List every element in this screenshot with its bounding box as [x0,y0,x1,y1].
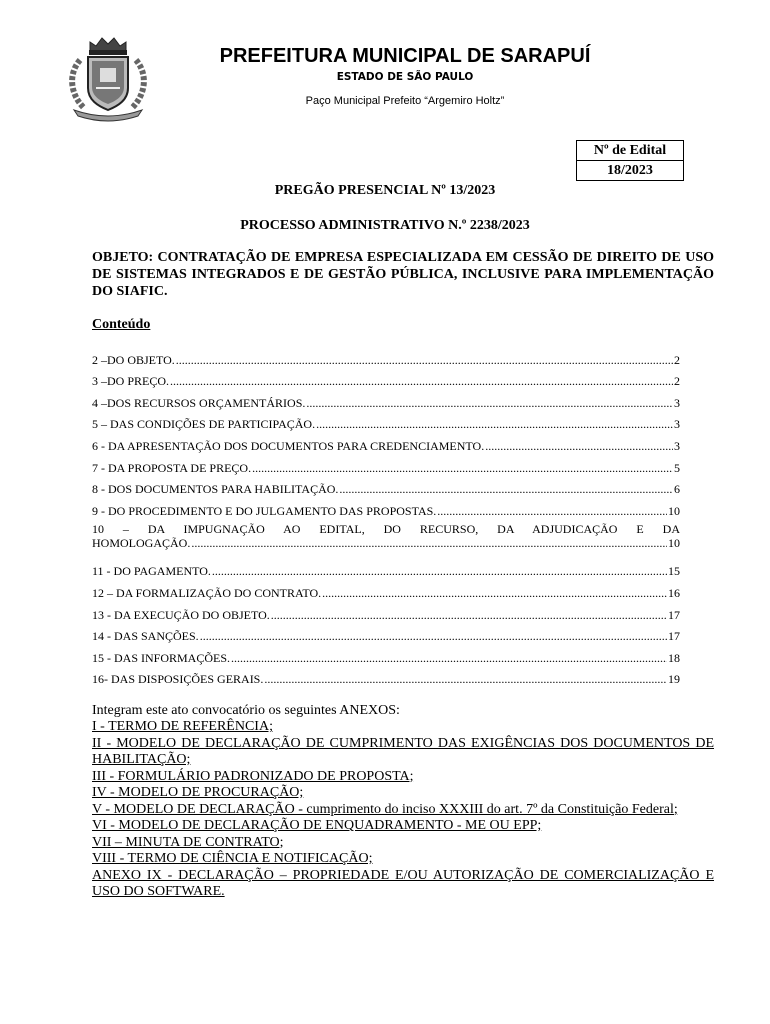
toc-entry[interactable] [92,388,680,410]
toc-entry[interactable] [92,496,680,518]
municipal-palace-name: Paço Municipal Prefeito “Argemiro Holtz” [305,95,505,107]
toc-entry-title: 12 – DA FORMALIZAÇÃO DO CONTRATO. [92,585,322,600]
annex-item[interactable]: VI - MODELO DE DECLARAÇÃO DE ENQUADRAMENTO - ME OU EPP; [92,818,542,833]
toc-entry-page: 17 [668,607,680,622]
toc-entry-title: 2 –DO OBJETO. [92,352,175,367]
processo-heading: PROCESSO ADMINISTRATIVO N.º 2238/2023 [240,218,530,233]
toc-entry[interactable] [92,367,680,389]
annex-item[interactable]: IV - MODELO DE PROCURAÇÃO; [92,785,304,800]
toc-entry-title: 15 - DAS INFORMAÇÕES. [92,650,231,665]
toc-entry-title: 13 - DA EXECUÇÃO DO OBJETO. [92,607,270,622]
annex-item[interactable]: ANEXO IX - DECLARAÇÃO – PROPRIEDADE E/OU AUTORIZAÇÃO DE COMERCIALIZAÇÃO E USO DO SOFTWARE. [92,867,714,899]
toc-entry-page: 16 [668,585,680,600]
annex-item[interactable]: I - TERMO DE REFERÊNCIA; [92,719,273,734]
toc-entry-title: 5 – DAS CONDIÇÕES DE PARTICIPAÇÃO. [92,417,316,432]
toc-entry[interactable] [92,557,680,579]
toc-entry-title: 7 - DA PROPOSTA DE PREÇO. [92,460,252,475]
toc-entry-page: 19 [668,672,680,687]
edital-label: Nº de Edital [577,141,683,161]
toc-entry-title: 8 - DOS DOCUMENTOS PARA HABILITAÇÃO. [92,482,339,497]
edital-number: 18/2023 [607,163,653,178]
objeto-paragraph: OBJETO: CONTRATAÇÃO DE EMPRESA ESPECIALIZADA EM CESSÃO DE DIREITO DE USO DE SISTEMAS INTEGRADOS E DE GESTÃO PÚBLICA, INCLUSIVE PARA IMPLEMENTAÇÃO DO SIAFIC. [92,250,714,299]
municipality-title: PREFEITURA MUNICIPAL DE SARAPUÍ [219,45,591,67]
annex-item[interactable]: V - MODELO DE DECLARAÇÃO - cumprimento do inciso XXXIII do art. 7º da Constituição Federal; [92,801,678,817]
toc-entry-page: 3 [674,438,680,453]
annex-item[interactable]: II - MODELO DE DECLARAÇÃO DE CUMPRIMENTO DAS EXIGÊNCIAS DOS DOCUMENTOS DE HABILITAÇÃO; [92,735,714,767]
toc-entry[interactable] [92,410,680,432]
toc-entry[interactable] [92,453,680,475]
annex-item[interactable]: VII – MINUTA DE CONTRATO; [92,834,284,850]
contents-heading: Conteúdo [92,317,151,332]
toc-entry-title: 11 - DO PAGAMENTO. [92,564,211,579]
toc-entry[interactable] [92,475,680,497]
toc-entry-page: 18 [668,650,680,665]
toc-entry-page: 6 [674,482,680,497]
toc-entry-page: 2 [674,374,680,389]
toc-entry-title: HOMOLOGAÇÃO. [92,535,191,550]
toc-entry-page: 15 [668,564,680,579]
pregao-heading: PREGÃO PRESENCIAL Nº 13/2023 [274,183,496,198]
annexes-intro: Integram este ato convocatório os seguintes ANEXOS: [92,703,400,718]
toc-entry-page: 3 [674,395,680,410]
annex-list [92,719,714,901]
toc-entry[interactable] [92,665,680,687]
toc-entry[interactable] [92,345,680,367]
table-of-contents [92,345,680,686]
toc-entry-page: 2 [674,352,680,367]
toc-entry-page: 10 [668,503,680,518]
toc-entry-page: 3 [674,417,680,432]
municipal-crest-icon [62,30,154,122]
toc-entry-title: 4 –DOS RECURSOS ORÇAMENTÁRIOS. [92,395,306,410]
toc-entry[interactable] [92,600,680,622]
state-name: ESTADO DE SÃO PAULO [336,71,474,83]
toc-entry[interactable] [92,622,680,644]
toc-entry[interactable] [92,578,680,600]
annex-item[interactable]: III - FORMULÁRIO PADRONIZADO DE PROPOSTA; [92,768,414,784]
toc-entry[interactable] [92,518,680,557]
toc-entry-page: 5 [674,460,680,475]
toc-entry-title: 6 - DA APRESENTAÇÃO DOS DOCUMENTOS PARA CREDENCIAMENTO. [92,438,485,453]
toc-entry-title: 3 –DO PREÇO. [92,374,170,389]
toc-entry[interactable] [92,431,680,453]
toc-entry-page: 10 [668,535,680,550]
toc-entry-title-line1: 10 – DA IMPUGNAÇÃO AO EDITAL, DO RECURSO, DA ADJUDICAÇÃO E DA [92,521,680,536]
edital-number-box [576,140,684,181]
toc-entry-title: 16- DAS DISPOSIÇÕES GERAIS. [92,672,264,687]
toc-entry[interactable] [92,643,680,665]
toc-entry-page: 17 [668,629,680,644]
annex-item[interactable]: VIII - TERMO DE CIÊNCIA E NOTIFICAÇÃO; [92,851,373,866]
toc-entry-title: 14 - DAS SANÇÕES. [92,629,199,644]
toc-entry-title: 9 - DO PROCEDIMENTO E DO JULGAMENTO DAS PROPOSTAS. [92,503,437,518]
